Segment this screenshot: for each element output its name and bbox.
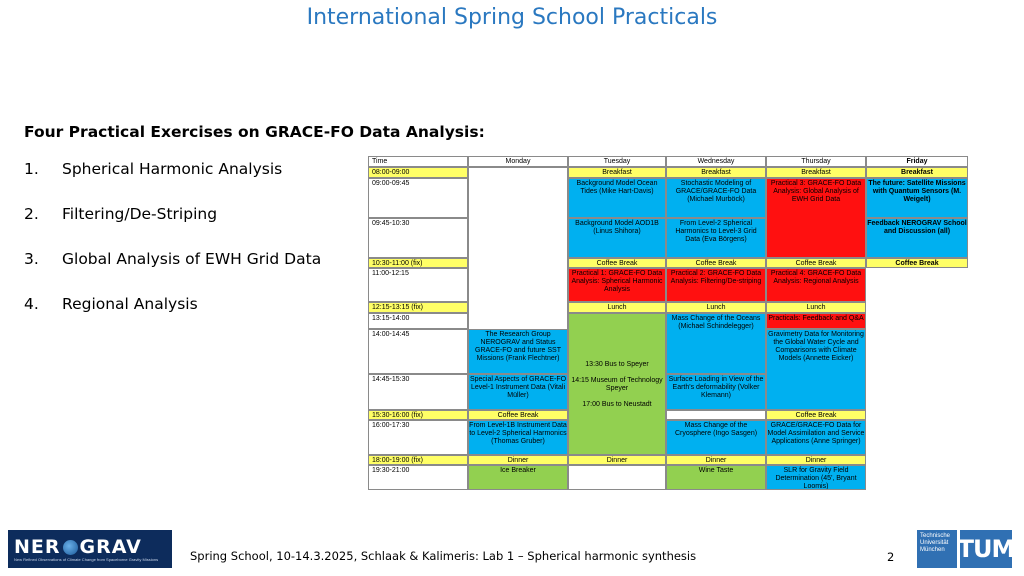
session-cell: Mass Change of the Oceans (Michael Schindelegger): [666, 313, 766, 374]
session-cell: Practicals: Feedback and Q&A: [766, 313, 866, 329]
session-cell: Lunch: [766, 302, 866, 313]
time-cell: 09:45-10:30: [368, 218, 468, 258]
session-cell: Gravimetry Data for Monitoring the Global Water Cycle and Comparisons with Climate Models (Annette Eicker): [766, 329, 866, 410]
session-cell: Stochastic Modeling of GRACE/GRACE-FO Data (Michael Murböck): [666, 178, 766, 218]
session-cell: Dinner: [468, 455, 568, 465]
table-header-cell: Thursday: [766, 156, 866, 167]
list-item-label: Global Analysis of EWH Grid Data: [62, 250, 322, 268]
table-header-cell: Monday: [468, 156, 568, 167]
session-cell: Breakfast: [866, 167, 968, 178]
nerograv-logo: [8, 530, 172, 568]
session-cell: Wine Taste: [666, 465, 766, 490]
time-cell: 16:00-17:30: [368, 420, 468, 455]
list-item-number: 1.: [24, 160, 39, 178]
logo-text-left: NER: [14, 536, 61, 558]
session-cell: SLR for Gravity Field Determination (45', Bryant Loomis): [766, 465, 866, 490]
list-item-label: Spherical Harmonic Analysis: [62, 160, 283, 178]
session-cell: Practical 4: GRACE-FO Data Analysis: Regional Analysis: [766, 268, 866, 302]
session-cell: GRACE/GRACE-FO Data for Model Assimilation and Service Applications (Anne Springer): [766, 420, 866, 455]
table-header-cell: Friday: [866, 156, 968, 167]
session-cell: Coffee Break: [766, 258, 866, 268]
session-cell: Coffee Break: [468, 410, 568, 420]
footer-text: Spring School, 10-14.3.2025, Schlaak & Kalimeris: Lab 1 – Spherical harmonic synthesis: [190, 549, 697, 563]
session-cell: Coffee Break: [766, 410, 866, 420]
session-cell: The future: Satellite Missions with Quantum Sensors (M. Weigelt): [866, 178, 968, 218]
slide-title: International Spring School Practicals: [306, 5, 718, 30]
session-cell: Background Model AOD1B (Linus Shihora): [568, 218, 666, 258]
session-cell: Practical 2: GRACE-FO Data Analysis: Filtering/De-striping: [666, 268, 766, 302]
exercise-list: [24, 160, 321, 340]
time-cell: 14:00-14:45: [368, 329, 468, 374]
time-cell: 19:30-21:00: [368, 465, 468, 490]
tum-logo: TUM: [960, 530, 1012, 568]
session-cell: Lunch: [666, 302, 766, 313]
list-item: [24, 295, 321, 340]
session-cell: Special Aspects of GRACE-FO Level-1 Instrument Data (Vitali Müller): [468, 374, 568, 410]
session-cell: Coffee Break: [568, 258, 666, 268]
list-item-number: 3.: [24, 250, 39, 268]
session-cell: [568, 465, 666, 490]
session-cell: Coffee Break: [866, 258, 968, 268]
session-cell: Practical 3: GRACE-FO Data Analysis: Global Analysis of EWH Grid Data: [766, 178, 866, 258]
session-cell: Lunch: [568, 302, 666, 313]
session-cell: The Research Group NEROGRAV and Status GRACE-FO and future SST Missions (Frank Flechtner): [468, 329, 568, 374]
time-cell: 13:15-14:00: [368, 313, 468, 329]
session-cell: Ice Breaker: [468, 465, 568, 490]
list-item-label: Filtering/De-Striping: [62, 205, 218, 223]
session-cell: Mass Change of the Cryosphere (Ingo Sasgen): [666, 420, 766, 455]
session-cell: Coffee Break: [666, 258, 766, 268]
session-cell: Surface Loading in View of the Earth's deformability (Volker Klemann): [666, 374, 766, 410]
time-cell: 10:30-11:00 (fix): [368, 258, 468, 268]
time-cell: 12:15-13:15 (fix): [368, 302, 468, 313]
time-cell: 09:00-09:45: [368, 178, 468, 218]
logo-tagline: New Refined Observations of Climate Change from Spaceborne Gravity Missions: [14, 557, 159, 562]
session-cell: Dinner: [666, 455, 766, 465]
list-item: [24, 205, 321, 250]
list-item-number: 2.: [24, 205, 39, 223]
list-item: [24, 250, 321, 295]
time-cell: 11:00-12:15: [368, 268, 468, 302]
table-header-cell: Tuesday: [568, 156, 666, 167]
session-cell: Feedback NEROGRAV School and Discussion (all): [866, 218, 968, 258]
session-cell: Background Model Ocean Tides (Mike Hart-Davis): [568, 178, 666, 218]
time-cell: 14:45-15:30: [368, 374, 468, 410]
session-cell: Breakfast: [666, 167, 766, 178]
table-header-cell: Wednesday: [666, 156, 766, 167]
list-item-number: 4.: [24, 295, 39, 313]
list-item: [24, 160, 321, 205]
session-cell: Practical 1: GRACE-FO Data Analysis: Spherical Harmonic Analysis: [568, 268, 666, 302]
page-number: 2: [887, 550, 895, 564]
time-cell: 08:00-09:00: [368, 167, 468, 178]
session-cell: From Level-1B Instrument Data to Level-2 Spherical Harmonics (Thomas Gruber): [468, 420, 568, 455]
session-cell: 13:30 Bus to Speyer 14:15 Museum of Technology Speyer 17:00 Bus to Neustadt: [568, 313, 666, 455]
table-header-cell: Time: [368, 156, 468, 167]
time-cell: 15:30-16:00 (fix): [368, 410, 468, 420]
logo-text-right: GRAV: [79, 536, 142, 558]
list-item-label: Regional Analysis: [62, 295, 198, 313]
session-cell: From Level-2 Spherical Harmonics to Level-3 Grid Data (Eva Börgens): [666, 218, 766, 258]
globe-icon: [63, 540, 78, 555]
session-cell: Dinner: [766, 455, 866, 465]
time-cell: 18:00-19:00 (fix): [368, 455, 468, 465]
slide-subtitle: Four Practical Exercises on GRACE-FO Data Analysis:: [24, 123, 485, 141]
session-cell: Dinner: [568, 455, 666, 465]
session-cell: Breakfast: [766, 167, 866, 178]
tum-name: Technische Universität München: [917, 530, 957, 568]
session-cell: Breakfast: [568, 167, 666, 178]
session-cell: [666, 410, 766, 420]
